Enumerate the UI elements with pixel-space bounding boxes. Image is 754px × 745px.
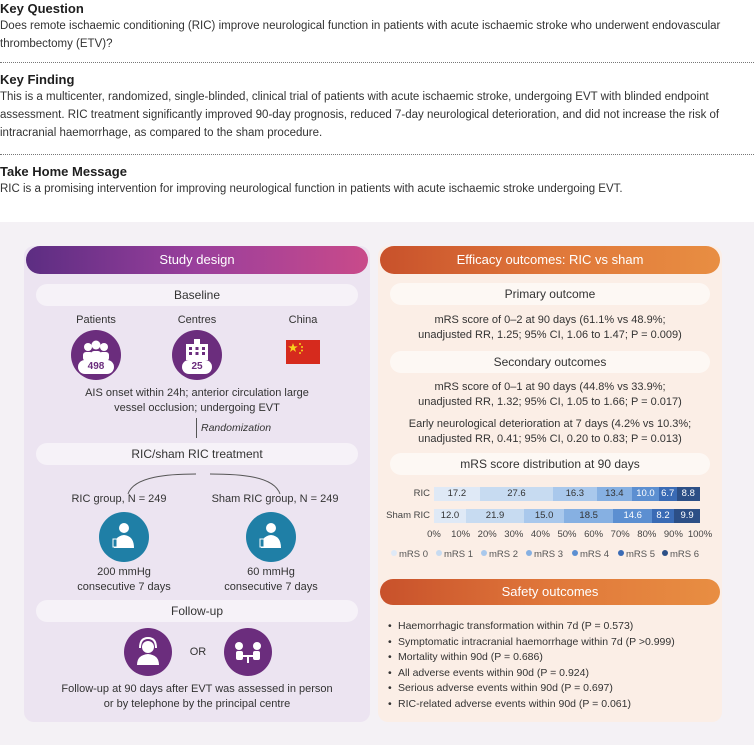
mrs-distribution-label: mRS score distribution at 90 days: [390, 453, 710, 475]
safety-header: Safety outcomes: [380, 579, 720, 605]
primary-outcome-label: Primary outcome: [390, 283, 710, 305]
take-home-text: RIC is a promising intervention for improving neurological function in patients with acute ischaemic stroke undergoing EVT.: [0, 183, 623, 195]
legend-label: mRS 3: [534, 549, 564, 560]
randomization-label: Randomization: [201, 422, 272, 434]
randomization-line: [196, 418, 197, 438]
safety-item: • Serious adverse events within 90d (P = 0.697): [388, 681, 718, 697]
legend-label: mRS 1: [444, 549, 474, 560]
followup-label: Follow-up: [36, 600, 358, 622]
sham-days: consecutive 7 days: [224, 581, 318, 593]
chart-tick-label: 40%: [530, 529, 550, 540]
legend-label: mRS 0: [399, 549, 429, 560]
safety-outcomes-list: [388, 619, 718, 712]
legend-swatch: [481, 550, 487, 556]
secondary-outcomes-label: Secondary outcomes: [390, 351, 710, 373]
key-question-text: Does remote ischaemic conditioning (RIC) improve neurological function in patients with acute ischaemic stroke who underwent endovascular thrombectomy (ETV)?: [0, 20, 721, 50]
chart-bar-segment: 8.2: [652, 509, 674, 523]
telephone-headset-icon: [124, 628, 172, 676]
primary-outcome-line-1: mRS score of 0–2 at 90 days (61.1% vs 48.9%;: [434, 314, 666, 326]
sham-person-icon: [246, 512, 296, 562]
ric-group-label: RIC group, N = 249: [71, 493, 167, 505]
legend-swatch: [436, 550, 442, 556]
chart-legend-item: [572, 549, 609, 560]
legend-label: mRS 5: [626, 549, 656, 560]
criteria-line-1: AIS onset within 24h; anterior circulation large: [85, 387, 309, 399]
criteria-line-2: vessel occlusion; undergoing EVT: [114, 402, 280, 414]
in-person-meeting-icon: [224, 628, 272, 676]
patients-label: Patients: [76, 314, 116, 326]
treatment-label: RIC/sham RIC treatment: [36, 443, 358, 465]
key-finding-section: [0, 72, 754, 142]
safety-item: • RIC-related adverse events within 90d (P = 0.061): [388, 697, 718, 713]
study-design-header: Study design: [26, 246, 368, 274]
chart-category-label: Sham RIC: [386, 510, 430, 521]
chart-tick-label: 60%: [584, 529, 604, 540]
chart-legend-item: [481, 549, 518, 560]
take-home-title: Take Home Message: [0, 164, 127, 179]
divider: [0, 62, 754, 63]
chart-tick-label: 30%: [504, 529, 524, 540]
china-flag-icon: [286, 340, 320, 364]
chart-category-label: RIC: [413, 488, 430, 499]
secondary-outcome-1-line-1: mRS score of 0–1 at 90 days (44.8% vs 33.9%;: [434, 381, 666, 393]
chart-bar-segment: 21.9: [466, 509, 524, 523]
chart-bar-segment: 6.7: [659, 487, 677, 501]
chart-tick-label: 80%: [637, 529, 657, 540]
primary-outcome-line-2: unadjusted RR, 1.25; 95% CI, 1.06 to 1.47; P = 0.009): [418, 329, 682, 341]
chart-bar-segment: 13.4: [597, 487, 633, 501]
safety-item: • Mortality within 90d (P = 0.686): [388, 650, 718, 666]
chart-bar-segment: 10.0: [632, 487, 659, 501]
key-question-title: Key Question: [0, 1, 84, 16]
chart-tick-label: 20%: [477, 529, 497, 540]
ric-pressure: 200 mmHg: [97, 566, 151, 578]
key-finding-title: Key Finding: [0, 72, 75, 87]
legend-swatch: [662, 550, 668, 556]
chart-tick-label: 10%: [451, 529, 471, 540]
sham-group-label: Sham RIC group, N = 249: [211, 493, 339, 505]
chart-legend-item: [436, 549, 473, 560]
chart-bar-segment: 8.8: [677, 487, 700, 501]
or-label: OR: [189, 646, 207, 658]
patients-count: 498: [78, 360, 114, 374]
chart-bar-segment: 14.6: [613, 509, 652, 523]
chart-legend-item: [526, 549, 563, 560]
chart-tick-label: 50%: [557, 529, 577, 540]
chart-tick-label: 0%: [427, 529, 441, 540]
chart-bar-segment: 18.5: [564, 509, 613, 523]
chart-bar-segment: 27.6: [480, 487, 553, 501]
safety-item: • All adverse events within 90d (P = 0.924): [388, 666, 718, 682]
followup-line-2: or by telephone by the principal centre: [103, 698, 291, 710]
legend-swatch: [526, 550, 532, 556]
chart-bar-segment: 9.9: [674, 509, 700, 523]
chart-legend-item: [662, 549, 699, 560]
chart-bar-segment: 15.0: [524, 509, 564, 523]
centres-label: Centres: [177, 314, 217, 326]
secondary-outcome-2-line-2: unadjusted RR, 0.41; 95% CI, 0.20 to 0.83; P = 0.013): [418, 433, 682, 445]
chart-tick-label: 100%: [687, 529, 713, 540]
chart-legend-item: [391, 549, 428, 560]
take-home-section: [0, 164, 754, 198]
legend-label: mRS 6: [670, 549, 700, 560]
sham-pressure: 60 mmHg: [247, 566, 295, 578]
chart-tick-label: 70%: [610, 529, 630, 540]
ric-person-icon: [99, 512, 149, 562]
legend-label: mRS 2: [489, 549, 519, 560]
key-finding-text: This is a multicenter, randomized, single-blinded, clinical trial of patients with acute ischaemic stroke, undergoing EVT with blinded endpoint assessment. RIC treatment significantly improved 90-day prognosis, reduced 7-day neurological deterioration, and did not increase the risk of intracranial haemorrhage, as compared to the sham procedure.: [0, 91, 720, 139]
chart-bar-segment: 12.0: [434, 509, 466, 523]
legend-swatch: [618, 550, 624, 556]
split-arrows: [110, 470, 300, 498]
safety-item: • Haemorrhagic transformation within 7d (P = 0.573): [388, 619, 718, 635]
followup-line-1: Follow-up at 90 days after EVT was assessed in person: [61, 683, 333, 695]
secondary-outcome-2-line-1: Early neurological deterioration at 7 days (4.2% vs 10.3%;: [408, 418, 692, 430]
legend-swatch: [572, 550, 578, 556]
ric-days: consecutive 7 days: [77, 581, 171, 593]
safety-item: • Symptomatic intracranial haemorrhage within 7d (P >0.999): [388, 635, 718, 651]
baseline-label: Baseline: [36, 284, 358, 306]
chart-legend-item: [618, 549, 655, 560]
country-label: China: [288, 314, 318, 326]
secondary-outcome-1-line-2: unadjusted RR, 1.32; 95% CI, 1.05 to 1.66; P = 0.017): [418, 396, 682, 408]
chart-tick-label: 90%: [663, 529, 683, 540]
legend-swatch: [391, 550, 397, 556]
divider: [0, 154, 754, 155]
efficacy-header: Efficacy outcomes: RIC vs sham: [380, 246, 720, 274]
chart-bar-segment: 16.3: [553, 487, 596, 501]
centres-count: 25: [182, 360, 212, 374]
key-question-section: [0, 1, 754, 53]
chart-bar-segment: 17.2: [434, 487, 480, 501]
legend-label: mRS 4: [580, 549, 610, 560]
